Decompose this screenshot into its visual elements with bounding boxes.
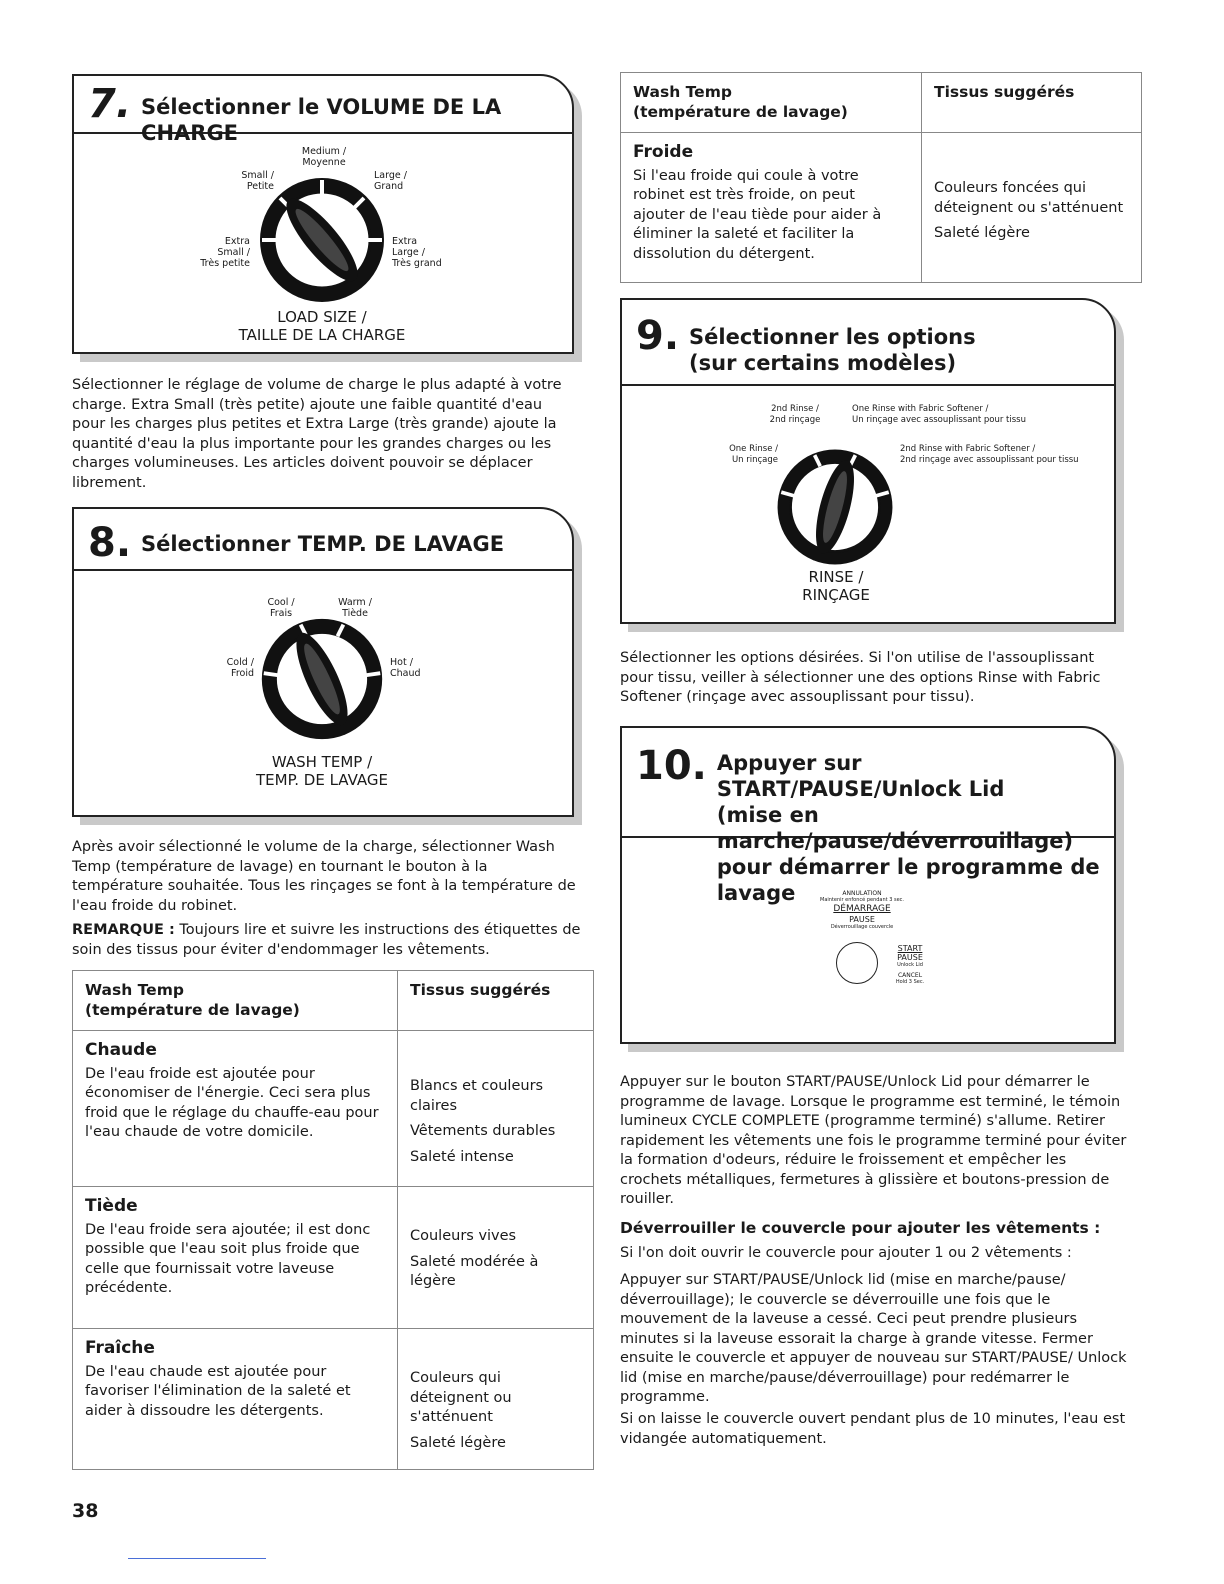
table-header-row (621, 73, 1142, 133)
rinse-dial-icon (772, 444, 898, 570)
step9-title-line2: (sur certains modèles) (689, 351, 957, 375)
remarque-label: REMARQUE : (72, 922, 175, 938)
dial-label-second-rinse-fs: 2nd Rinse with Fabric Softener / 2nd rinçage avec assouplissant pour tissu (900, 444, 1079, 465)
deverrouillage-label: Déverrouillage couvercle (830, 924, 894, 930)
row-title: Tiède (85, 1196, 138, 1216)
dial-label-warm: Warm / Tiède (338, 597, 372, 619)
unlock-p1: Si l'on doit ouvrir le couvercle pour ajouter 1 ou 2 vêtements : (620, 1245, 1072, 1261)
step9-title-line1: Sélectionner les options (689, 325, 976, 349)
demarrage-label: DÉMARRAGE (833, 904, 891, 914)
wash-temp-table-right (620, 72, 1142, 283)
row-title: Froide (633, 142, 694, 162)
maintenir-label: Maintenir enfoncé pendant 3 sec. (820, 897, 904, 903)
dial-label-one-rinse: One Rinse / Un rinçage (729, 444, 778, 465)
pause-label: PAUSE (897, 953, 923, 962)
fabric-item: Couleurs vives (410, 1228, 517, 1244)
step7-title: Sélectionner le VOLUME DE LA CHARGE (141, 95, 502, 145)
table-cell-desc (73, 1329, 398, 1470)
step8-number: 8. (88, 520, 132, 566)
unlock-p3: Si on laisse le couvercle ouvert pendant plus de 10 minutes, l'eau est vidangée automatiquement. (620, 1411, 1126, 1447)
step9-caption-line2: RINÇAGE (802, 586, 870, 604)
dial-label-cold: Cold / Froid (226, 657, 254, 679)
table-cell-desc (73, 1187, 398, 1329)
annulation-label: ANNULATION (842, 890, 882, 897)
row-title: Fraîche (85, 1338, 155, 1358)
row-desc: De l'eau froide sera ajoutée; il est donc possible que l'eau soit plus froide que celle que fournissait votre laveuse précédente. (85, 1221, 371, 1296)
step7-header (74, 76, 572, 145)
step10-title-block (717, 736, 1100, 906)
fabric-item: Couleurs qui déteignent ou s'atténuent (410, 1370, 512, 1425)
table-header-col1: Wash Temp (température de lavage) (621, 73, 922, 133)
step9-header (622, 300, 1114, 386)
page-number: 38 (72, 1500, 99, 1522)
unlock-heading: Déverrouiller le couvercle pour ajouter les vêtements : (620, 1219, 1101, 1237)
step7-caption-line1: LOAD SIZE / (277, 308, 367, 326)
dial-label-hot: Hot / Chaud (390, 657, 421, 679)
dial-label-large: Large / Grand (374, 170, 407, 192)
row-desc: De l'eau chaude est ajoutée pour favoriser l'élimination de la saleté et aider à dissoudre les détergents. (85, 1363, 351, 1419)
fabric-item: Vêtements durables (410, 1123, 556, 1139)
row-desc: De l'eau froide est ajoutée pour économiser de l'énergie. Ceci sera plus froid que le réglage du chauffe-eau pour l'eau chaude de votre domicile. (85, 1065, 379, 1140)
table-row (73, 1031, 594, 1187)
wash-temp-table-left (72, 970, 594, 1470)
footer-rule (128, 1558, 266, 1559)
fabric-item: Blancs et couleurs claires (410, 1078, 544, 1114)
step9-caption-line1: RINSE / (808, 568, 864, 586)
start-pause-button[interactable] (836, 942, 878, 984)
table-header-col2: Tissus suggérés (398, 971, 594, 1031)
control-panel-labels (782, 890, 942, 931)
table-row (73, 1329, 594, 1470)
table-cell-fabrics (398, 1329, 594, 1470)
step8-remarque (72, 921, 582, 960)
step7-number: 7. (88, 81, 132, 127)
start-button-labels (880, 944, 940, 985)
table-header-col2: Tissus suggérés (922, 73, 1142, 133)
row-title: Chaude (85, 1040, 157, 1060)
start-label: START (897, 944, 923, 953)
step7-caption-line2: TAILLE DE LA CHARGE (238, 326, 406, 344)
step7-text: Sélectionner le réglage de volume de charge le plus adapté à votre charge. Extra Small (très petite) ajoute une faible quantité d'eau pour les charges plus petites et Extra Large (très grande) ajoute la quantité d'eau la plus importante pour les grandes charges ou les charges volumineuses. Les articles doivent pouvoir se déplacer librement. (72, 377, 562, 491)
load-size-dial-icon (254, 172, 390, 308)
dial-label-cool: Cool / Frais (267, 597, 295, 619)
table-cell-desc (73, 1031, 398, 1187)
step8-text: Après avoir sélectionné le volume de la charge, sélectionner Wash Temp (température de lavage) en tournant le bouton à la température souhaitée. Tous les rinçages se font à la température de l'eau froide du robinet. (72, 839, 576, 914)
dial-label-extra-small: Extra Small / Très petite (200, 236, 250, 269)
fabric-item: Saleté légère (410, 1434, 506, 1451)
dial-label-extra-large: Extra Large / Très grand (392, 236, 442, 269)
table-row (621, 133, 1142, 283)
cancel-label: CANCEL (897, 972, 923, 979)
table-row (73, 1187, 594, 1329)
step8-panel (72, 507, 574, 817)
pause-fr-label: PAUSE (849, 915, 875, 924)
table-cell-desc (621, 133, 922, 283)
step7-panel (72, 74, 574, 354)
table-cell-fabrics (398, 1031, 594, 1187)
step10-title-line1: Appuyer sur START/PAUSE/Unlock Lid (716, 751, 1005, 801)
step8-header (74, 509, 572, 571)
fabric-item: Couleurs foncées qui déteignent ou s'atténuent (934, 180, 1124, 216)
step9-panel (620, 298, 1116, 624)
table-cell-fabrics (922, 133, 1142, 283)
unlock-label: Unlock Lid (897, 962, 923, 968)
dial-label-second-rinse: 2nd Rinse / 2nd rinçage (769, 404, 821, 425)
step9-number: 9. (636, 313, 680, 359)
hold-label: Hold 3 Sec. (895, 979, 925, 985)
step10-title-line2: (mise en marche/pause/déverrouillage) (716, 803, 1074, 853)
dial-label-small: Small / Petite (241, 170, 274, 192)
row-desc: Si l'eau froide qui coule à votre robinet est très froide, on peut ajouter de l'eau tiède pour aider à éliminer la saleté et faciliter la dissolution du détergent. (633, 167, 882, 262)
fabric-item: Saleté légère (934, 225, 1030, 241)
table-cell-fabrics (398, 1187, 594, 1329)
fabric-item: Saleté modérée à légère (410, 1253, 539, 1289)
remarque-text: Toujours lire et suivre les instructions des étiquettes de soin des tissus pour éviter d'endommager les vêtements. (72, 922, 581, 958)
fabric-item: Saleté intense (410, 1148, 514, 1165)
dial-label-medium: Medium / Moyenne (301, 146, 347, 168)
step8-title: Sélectionner TEMP. DE LAVAGE (141, 532, 505, 556)
step8-caption-line2: TEMP. DE LAVAGE (255, 771, 389, 789)
table-header-col1: Wash Temp (température de lavage) (73, 971, 398, 1031)
step10-number: 10. (636, 743, 707, 789)
dial-label-one-rinse-fs: One Rinse with Fabric Softener / Un rinçage avec assouplissant pour tissu (852, 404, 1026, 425)
step10-text: Appuyer sur le bouton START/PAUSE/Unlock Lid pour démarrer le programme de lavage. Lorsque le programme est terminé, le témoin lumineux CYCLE COMPLETE (programme terminé) s'allume. Retirer rapidement les vêtements une fois le programme terminé pour éviter la formation d'odeurs, réduire le froissement et empêcher les crochets métalliques, fermetures à glissière et boutons-pression de rouiller. (620, 1074, 1127, 1207)
step10-title-line3: pour démarrer le programme de lavage (716, 855, 1100, 905)
step10-panel (620, 726, 1116, 1044)
unlock-p2: Appuyer sur START/PAUSE/Unlock lid (mise en marche/pause/ déverrouillage); le couvercle se déverrouille une fois que le mouvement de la laveuse a cessé. Ceci peut prendre plusieurs minutes si la laveuse essorait la charge à grande vitesse. Fermer ensuite le couvercle et appuyer de nouveau sur START/PAUSE/ Unlock lid (mise en marche/pause/déverrouillage) pour redémarrer le programme. (620, 1272, 1127, 1405)
table-header-row (73, 971, 594, 1031)
wash-temp-dial-icon (256, 613, 388, 745)
step9-text: Sélectionner les options désirées. Si l'on utilise de l'assouplissant pour tissu, veiller à sélectionner une des options Rinse with Fabric Softener (rinçage avec assouplissant pour tissu). (620, 650, 1101, 705)
step9-title-block (689, 308, 976, 376)
step8-caption-line1: WASH TEMP / (271, 753, 373, 771)
